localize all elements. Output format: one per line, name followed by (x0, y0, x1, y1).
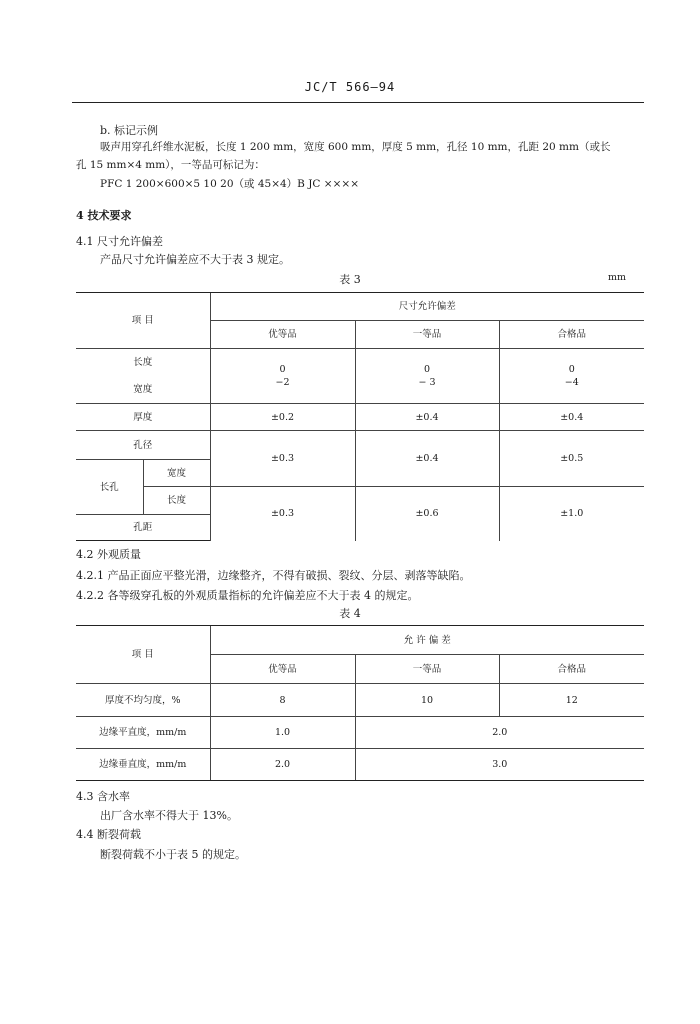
table3-row-spacing: 孔距 (76, 515, 210, 541)
table3-grade-3: 合格品 (499, 321, 644, 349)
section-4-2-title: 4.2 外观质量 (76, 548, 141, 561)
table3-hole-2: ±0.4 (355, 431, 499, 487)
table3-row-length: 长度 (76, 349, 210, 377)
table4-row-edge-straightness: 边缘平直度，mm/m (76, 717, 210, 749)
table3-long-hole-width: 宽度 (143, 460, 210, 487)
table3-long-hole-length: 长度 (143, 487, 210, 515)
table4-row-edge-perpendicularity: 边缘垂直度，mm/m (76, 749, 210, 781)
table3-thickness-1: ±0.2 (210, 404, 355, 431)
marking-example-para2: 孔 15 mm×4 mm），一等品可标记为： (76, 159, 265, 171)
table3-row-hole-diameter: 孔径 (76, 431, 210, 460)
section-4-2-2-text: 4.2.2 各等级穿孔板的外观质量指标的允许偏差应不大于表 4 的规定。 (76, 589, 419, 602)
table3-row-width: 宽度 (133, 384, 153, 396)
table4-r1-v1: 8 (210, 684, 355, 717)
marking-example-para1: 吸声用穿孔纤维水泥板，长度 1 200 mm，宽度 600 mm，厚度 5 mm，孔径 10 mm，孔距 20 mm（或长 (100, 141, 611, 153)
table4-r3-v1: 2.0 (210, 749, 355, 781)
table3-unit: mm (608, 272, 627, 283)
table3-group-header: 尺寸允许偏差 (210, 293, 644, 321)
table3-caption: 表 3 (339, 273, 361, 286)
table4-grade-2: 一等品 (355, 655, 499, 684)
table3-row-thickness: 厚度 (76, 404, 210, 431)
section-4-4-title: 4.4 断裂荷载 (76, 828, 141, 841)
section-4-heading: 4 技术要求 (76, 209, 132, 222)
table3-grade-1: 优等品 (210, 321, 355, 349)
table3-lw-minus-1: −2 (275, 377, 290, 388)
table3-lw-plus-2: 0 (423, 364, 431, 375)
table4-r1-v3: 12 (499, 684, 644, 717)
table3-row-long-hole: 长孔 (76, 460, 143, 515)
table4-group-header: 允 许 偏 差 (210, 626, 644, 655)
section-4-4-text: 断裂荷载不小于表 5 的规定。 (100, 848, 246, 861)
section-4-1-text: 产品尺寸允许偏差应不大于表 3 规定。 (100, 253, 290, 266)
table4-item-header: 项 目 (76, 626, 210, 684)
table3-length-width-cell-2 (355, 349, 499, 404)
table3-spacing-2: ±0.6 (355, 487, 499, 541)
table3-thickness-2: ±0.4 (355, 404, 499, 431)
table3-lw-plus-3: 0 (568, 364, 575, 375)
table4-row-thickness-unevenness: 厚度不均匀度，% (76, 684, 210, 717)
table3-hole-1: ±0.3 (210, 431, 355, 487)
marking-example-title: b. 标记示例 (100, 124, 159, 137)
table4-grade-3: 合格品 (499, 655, 644, 684)
table-4 (76, 625, 644, 781)
table4-caption: 表 4 (339, 607, 361, 620)
table3-length-width-cell-1 (210, 349, 355, 404)
table3-item-header: 项 目 (76, 293, 210, 349)
table4-r2-v1: 1.0 (210, 717, 355, 749)
section-4-3-title: 4.3 含水率 (76, 790, 130, 803)
table4-r1-v2: 10 (355, 684, 499, 717)
table3-spacing-3: ±1.0 (499, 487, 644, 541)
document-header: JC/T 566—94 (304, 80, 396, 94)
table3-lw-minus-2: − 3 (418, 377, 436, 388)
table3-grade-2: 一等品 (355, 321, 499, 349)
table3-spacing-1: ±0.3 (210, 487, 355, 541)
section-4-3-text: 出厂含水率不得大于 13%。 (100, 809, 238, 822)
table3-length-width-cell-3 (499, 349, 644, 404)
table4-grade-1: 优等品 (210, 655, 355, 684)
section-4-1-title: 4.1 尺寸允许偏差 (76, 235, 163, 248)
table3-lw-minus-3: −4 (564, 377, 579, 388)
table-3 (76, 292, 644, 541)
header-rule (72, 102, 644, 103)
table4-r2-v2: 2.0 (355, 717, 644, 749)
marking-example-code: PFC 1 200×600×5 10 20（或 45×4）B JC ×××× (100, 178, 359, 190)
section-4-2-1-text: 4.2.1 产品正面应平整光滑，边缘整齐，不得有破损、裂纹、分层、剥落等缺陷。 (76, 569, 471, 582)
table3-lw-plus-1: 0 (279, 364, 286, 375)
table3-hole-3: ±0.5 (499, 431, 644, 487)
table3-thickness-3: ±0.4 (499, 404, 644, 431)
table4-r3-v2: 3.0 (355, 749, 644, 781)
